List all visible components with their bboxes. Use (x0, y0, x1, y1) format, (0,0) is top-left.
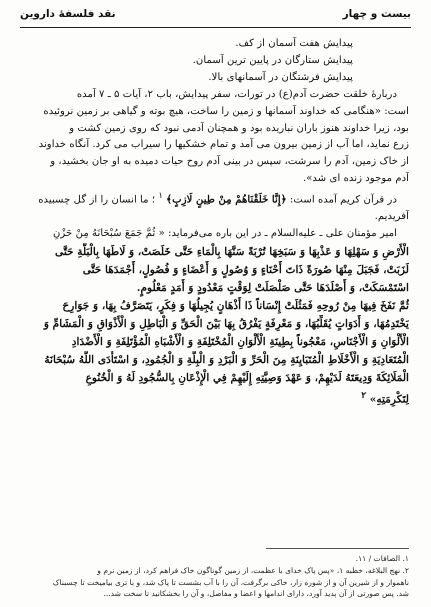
arabic-line: اسْتَمْسَكَتْ، وَ أَصْلَدَهَا حَتَّى صَلْصَلَتْ لِوَقْتٍ مَعْدُودٍ وَ أَمَدٍ مَعْلُومٍ. (136, 282, 409, 295)
header-rule (20, 27, 411, 28)
paragraph-line: است: «هنگامی که خداوند آسمانها و زمین را ساخت، هیچ بوته و گیاهی بر زمین نروئیده (43, 105, 409, 117)
book-title: نقد فلسفهٔ داروین (20, 8, 116, 20)
arabic-ending: لِتَكْرِمَتِهِ» (369, 393, 409, 406)
footnote-marker[interactable]: ۱ (158, 191, 163, 202)
arabic-line: ثُمَّ نَفَخَ فِيهَا مِنْ رُوحِهِ فَمَثُلَتْ إِنْسَاناً ذَا أَذْهَانٍ يُجِيلُهَا وَ فِكَرٍ، يَتَصَرَّفُ بِهَا، وَ جَوَارِحَ (62, 300, 409, 313)
paragraph-line: آفریدیم. (374, 211, 409, 223)
footnote-rule (266, 548, 409, 549)
arabic-line: الْأَلْوَانِ وَ الْأَجْنَاسِ، مَعْجُوناً بِطِينَةِ الْأَلْوَانِ الْمُخْتَلِفَةِ وَ الْأَشْبَاهِ الْمُؤْتَلِفَةِ وَ الْأَضْدَادِ (71, 336, 409, 349)
paragraph-line: آدم موجود زنده ای شد». (302, 173, 409, 185)
arabic-line: الْأَرْضِ وَ سَهْلِهَا وَ عَذْبِهَا وَ سَبَخِهَا تُرْبَةً سَنَّهَا بِالْمَاءِ حَتَّى خَلَصَتْ، وَ لَاطَهَا بِالْبَلَّةِ حَتَّى (55, 246, 409, 259)
hadith-intro: امیر مؤمنان علی ـ علیه‌السلام ـ در این باره می‌فرماید: « ثُمَّ جَمَعَ سُبْحَانَهُ مِنْ حَزْنِ (52, 228, 397, 240)
arabic-line: يَخْتَدِمُهَا، وَ أَدَوَاتٍ يُقَلِّبُهَا، وَ مَعْرِفَةٍ يَفْرُقُ بِهَا بَيْنَ الْحَقِّ وَ الْبَاطِلِ وَ الْأَذْوَاقِ وَ الْمَشَامِّ وَ (43, 318, 409, 331)
quran-paragraph (22, 188, 409, 209)
bullet-line: پیدایش ستارگان در پایین ترین آسمان. (192, 54, 353, 66)
footnote: ۲. نهج البلاغه، خطبه ۱، «پس پاک خدای با عظمت، از زمین گوناگون خاک فراهم کرد، از زمین نرم و (97, 565, 409, 575)
footnotes (22, 553, 409, 600)
quran-lead: در قرآن کریم آمده است: (286, 194, 397, 206)
footnote: ۱. الصافات / ۱۱. (355, 554, 409, 563)
bullet-line: پیدایش هفت آسمان از کف. (235, 38, 353, 49)
running-header (20, 8, 411, 24)
page-label: بیست و چهار (342, 8, 411, 20)
footnote-marker[interactable]: ۲ (361, 391, 366, 402)
footnote: شد. پس صورتی از آن پدید آورد، دارای اندامها و اعضا و مفاصل، و آن را بخشکانید تا سخت شد... (103, 589, 409, 599)
paragraph-line: از خاک زمین، آدم را سرشت، سپس در بینی آدم روح حیات دمیده به او جان بخشید، و (50, 156, 409, 168)
arabic-line: الْمُتَعَادِيَةِ وَ الْأَخْلَاطِ الْمُتَبَايِنَةِ مِنَ الْحَرِّ وَ الْبَرْدِ وَ الْبِلَّةِ وَ الْجُمُودِ، وَ اسْتَأْدَى اللَّهُ سُبْحَانَهُ (44, 354, 409, 367)
main-text (22, 36, 409, 409)
arabic-line: لَزَبَتْ، فَجَبَلَ مِنْهَا صُورَةً ذَاتَ أَحْنَاءٍ وَ وُصُولٍ وَ أَعْضَاءٍ وَ فُصُولٍ، أَجْمَدَهَا حَتَّى (82, 264, 409, 277)
arabic-line: الْمَلَائِكَةَ وَدِيعَتَهُ لَدَيْهِمْ، وَ عَهْدَ وَصِيَّتِهِ إِلَيْهِمْ فِي الْإِذْعَانِ بِالسُّجُودِ لَهُ وَ الْخُنُوعِ (85, 372, 409, 385)
paragraph-line: دربارهٔ خلقت حضرت آدم(ع) در تورات، سفر پیدایش، باب ۲، آیات ۵ ـ ۷ آمده (76, 88, 397, 100)
paragraph-line: زرع نماید، اما آب از زمین بیرون می آمد و تمام خشکیها را سیراب می کرد. آنگاه خداوند (38, 139, 409, 151)
arabic-last-line (22, 387, 409, 409)
footnote: ناهموار و از شیرین آن و از شوره زار، خاکی برگرفت، آن را با آب بشست تا پاک شد، و با تری بیامیخت تا چسبناک (52, 577, 409, 587)
quran-verse: ﴿إِنَّا خَلَقْنَاهُمْ مِنْ طِينٍ لَازِبٍ﴾ (166, 193, 287, 206)
paragraph-line: بود، زیرا خداوند هنوز باران نباریده بود و همچنان آدمی نبود که روی زمین کشت و (69, 122, 409, 134)
bullet-line: پیدایش فرشتگان در آسمانهای بالا. (208, 71, 353, 83)
quran-translation: ؛ ما انسان را از گل چسبیده (38, 194, 156, 206)
